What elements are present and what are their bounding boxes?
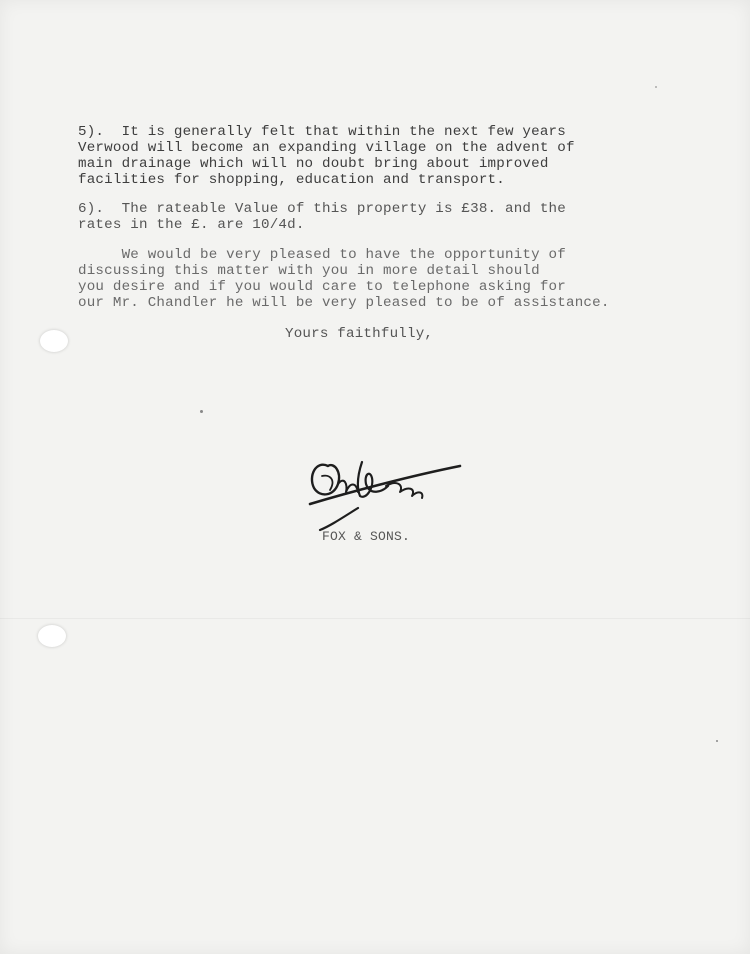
paper-speck (200, 410, 203, 413)
closing-paragraph: We would be very pleased to have the opportunity of discussing this matter with you in more detail should you desire and if you would care to telephone asking for our Mr. Chandler he will be very pleased to be of assistance. (78, 247, 610, 311)
punch-hole-top (40, 330, 68, 352)
firm-name: FOX & SONS. (322, 529, 411, 544)
paragraph-6: 6). The rateable Value of this property is £38. and the rates in the £. are 10/4d. (78, 201, 566, 233)
paper-speck (655, 86, 657, 88)
paragraph-5: 5). It is generally felt that within the next few years Verwood will become an expanding village on the advent of main drainage which will no doubt bring about improved facilities for shopping, education and transport. (78, 124, 575, 188)
punch-hole-bottom (38, 625, 66, 647)
valediction: Yours faithfully, (285, 326, 434, 342)
paper-speck (716, 740, 718, 742)
paper-fold (0, 618, 750, 619)
